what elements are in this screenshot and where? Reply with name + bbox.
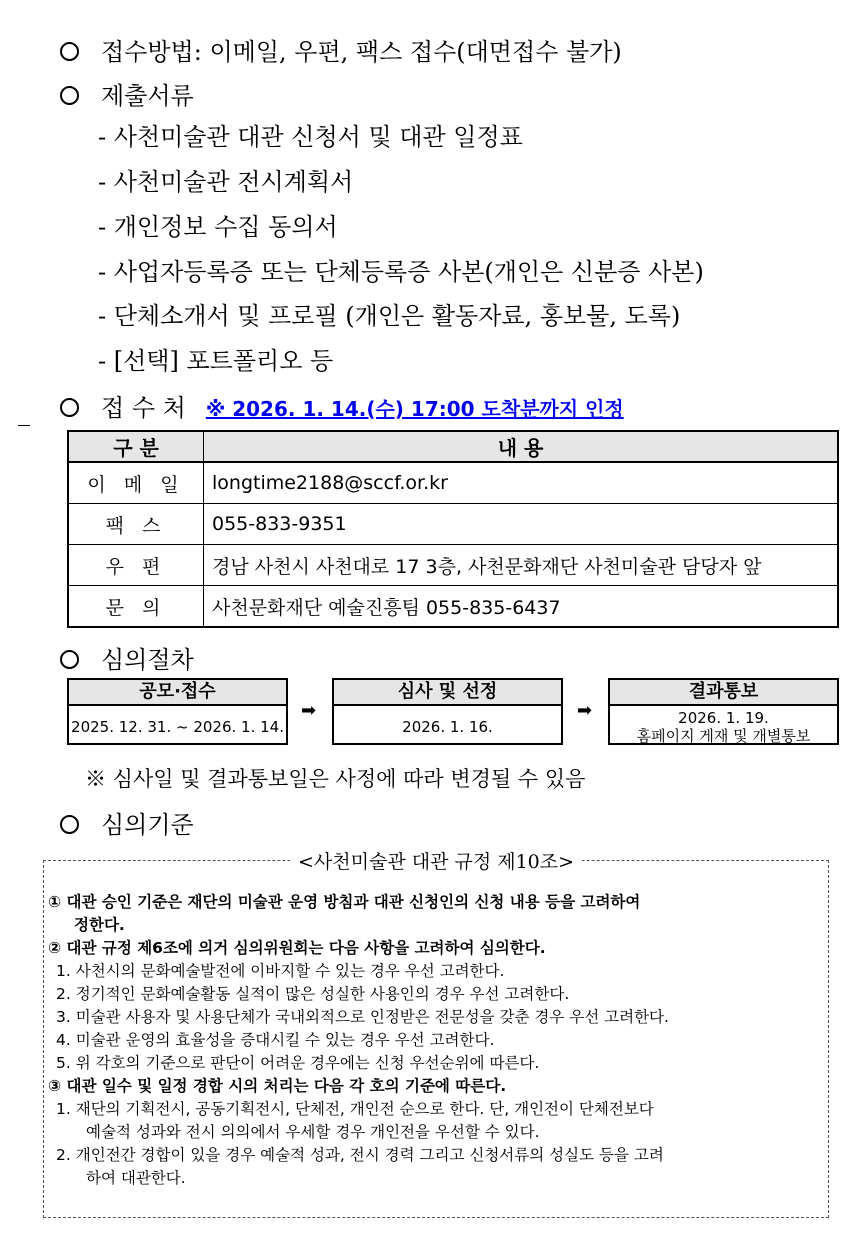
criteria-line: 4. 미술관 운영의 효율성을 증대시킬 수 있는 경우 우선 고려한다. — [56, 1031, 495, 1049]
criteria-line: 1. 사천시의 문화예술발전에 이바지할 수 있는 경우 우선 고려한다. — [56, 962, 505, 980]
doc-item: - 단체소개서 및 프로필 (개인은 활동자료, 홍보물, 도록) — [98, 302, 681, 330]
procedure-step — [608, 678, 839, 745]
circle-bullet-icon — [60, 815, 79, 834]
table-key: 이 메 일 — [68, 462, 204, 504]
table-key: 우 편 — [68, 545, 204, 586]
reception-notice: ※ 2026. 1. 14.(수) 17:00 도착분까지 인정 — [205, 397, 624, 421]
criteria-line: 2. 정기적인 문화예술활동 실적이 많은 성실한 사용인의 경우 우선 고려한다. — [56, 985, 570, 1003]
reception-title: 접 수 처 — [101, 394, 186, 422]
table-key: 팩 스 — [68, 504, 204, 545]
table-header: 내 용 — [204, 431, 839, 462]
table-value: 경남 사천시 사천대로 17 3층, 사천문화재단 사천미술관 담당자 앞 — [204, 545, 839, 586]
reception-table — [67, 430, 839, 628]
table-row — [68, 462, 838, 504]
criteria-line: ③ 대관 일수 및 일정 경합 시의 처리는 다음 각 호의 기준에 따른다. — [48, 1077, 507, 1095]
circle-bullet-icon — [60, 86, 79, 105]
circle-bullet-icon — [60, 398, 79, 417]
doc-item: - 사천미술관 전시계획서 — [98, 168, 354, 196]
criteria-title: 심의기준 — [101, 811, 194, 839]
margin-mark — [18, 425, 30, 426]
criteria-line: 예술적 성과와 전시 의의에서 우세할 경우 개인전을 우선할 수 있다. — [86, 1123, 540, 1141]
reception-line — [60, 388, 624, 423]
table-value: 055-833-9351 — [204, 504, 839, 545]
criteria-box-title: <사천미술관 대관 규정 제10조> — [290, 851, 582, 873]
method-text: 접수방법: 이메일, 우편, 팩스 접수(대면접수 불가) — [101, 38, 622, 66]
docs-title: 제출서류 — [101, 82, 194, 110]
doc-item: - 사업자등록증 또는 단체등록증 사본(개인은 신분증 사본) — [98, 258, 704, 286]
procedure-date: 2026. 1. 19. — [678, 709, 769, 727]
procedure-step-body — [610, 706, 837, 745]
table-key: 문 의 — [68, 586, 204, 628]
method-line — [60, 32, 622, 67]
table-row — [68, 504, 838, 545]
table-header: 구 분 — [68, 431, 204, 462]
arrow-right-icon: ➡ — [577, 700, 593, 721]
procedure-step-body: 2026. 1. 16. — [402, 718, 493, 736]
doc-item: - 개인정보 수집 동의서 — [98, 213, 338, 241]
table-row — [68, 586, 838, 628]
criteria-line: ① 대관 승인 기준은 재단의 미술관 운영 방침과 대관 신청인의 신청 내용 등을 고려하여 — [48, 893, 641, 911]
criteria-box — [43, 851, 829, 1218]
criteria-line: 정한다. — [74, 916, 125, 934]
criteria-line: 2. 개인전간 경합이 있을 경우 예술적 성과, 전시 경력 그리고 신청서류의 성실도 등을 고려 — [56, 1146, 664, 1164]
procedure-detail: 홈페이지 게재 및 개별통보 — [636, 727, 811, 745]
criteria-line: 하여 대관한다. — [86, 1169, 186, 1187]
circle-bullet-icon — [60, 650, 79, 669]
table-value: longtime2188@sccf.or.kr — [204, 462, 839, 504]
table-header-row — [68, 431, 838, 462]
procedure-step-head: 공모·접수 — [69, 680, 286, 706]
table-value: 사천문화재단 예술진흥팀 055-835-6437 — [204, 586, 839, 628]
criteria-line: 1. 재단의 기획전시, 공동기획전시, 단체전, 개인전 순으로 한다. 단, 개인전이 단체전보다 — [56, 1100, 654, 1118]
procedure-title-line — [60, 640, 194, 675]
procedure-step — [332, 678, 563, 745]
table-row — [68, 545, 838, 586]
arrow-right-icon: ➡ — [301, 700, 317, 721]
doc-item: - [선택] 포트폴리오 등 — [98, 347, 334, 375]
criteria-lines — [48, 891, 828, 1190]
procedure-step-head: 심사 및 선정 — [334, 680, 561, 706]
procedure-step-body: 2025. 12. 31. ~ 2026. 1. 14. — [71, 718, 284, 736]
procedure-title: 심의절차 — [101, 646, 194, 674]
procedure-note: ※ 심사일 및 결과통보일은 사정에 따라 변경될 수 있음 — [85, 767, 586, 791]
circle-bullet-icon — [60, 42, 79, 61]
criteria-line: 5. 위 각호의 기준으로 판단이 어려운 경우에는 신청 우선순위에 따른다. — [56, 1054, 540, 1072]
procedure-step — [67, 678, 288, 745]
docs-title-line — [60, 76, 194, 111]
procedure-step-head: 결과통보 — [610, 680, 837, 706]
criteria-line: 3. 미술관 사용자 및 사용단체가 국내외적으로 인정받은 전문성을 갖춘 경우 우선 고려한다. — [56, 1008, 669, 1026]
criteria-box-title-wrap — [44, 847, 828, 874]
criteria-line: ② 대관 규정 제6조에 의거 심의위원회는 다음 사항을 고려하여 심의한다. — [48, 939, 546, 957]
criteria-title-line — [60, 805, 194, 840]
doc-item: - 사천미술관 대관 신청서 및 대관 일정표 — [98, 123, 523, 151]
